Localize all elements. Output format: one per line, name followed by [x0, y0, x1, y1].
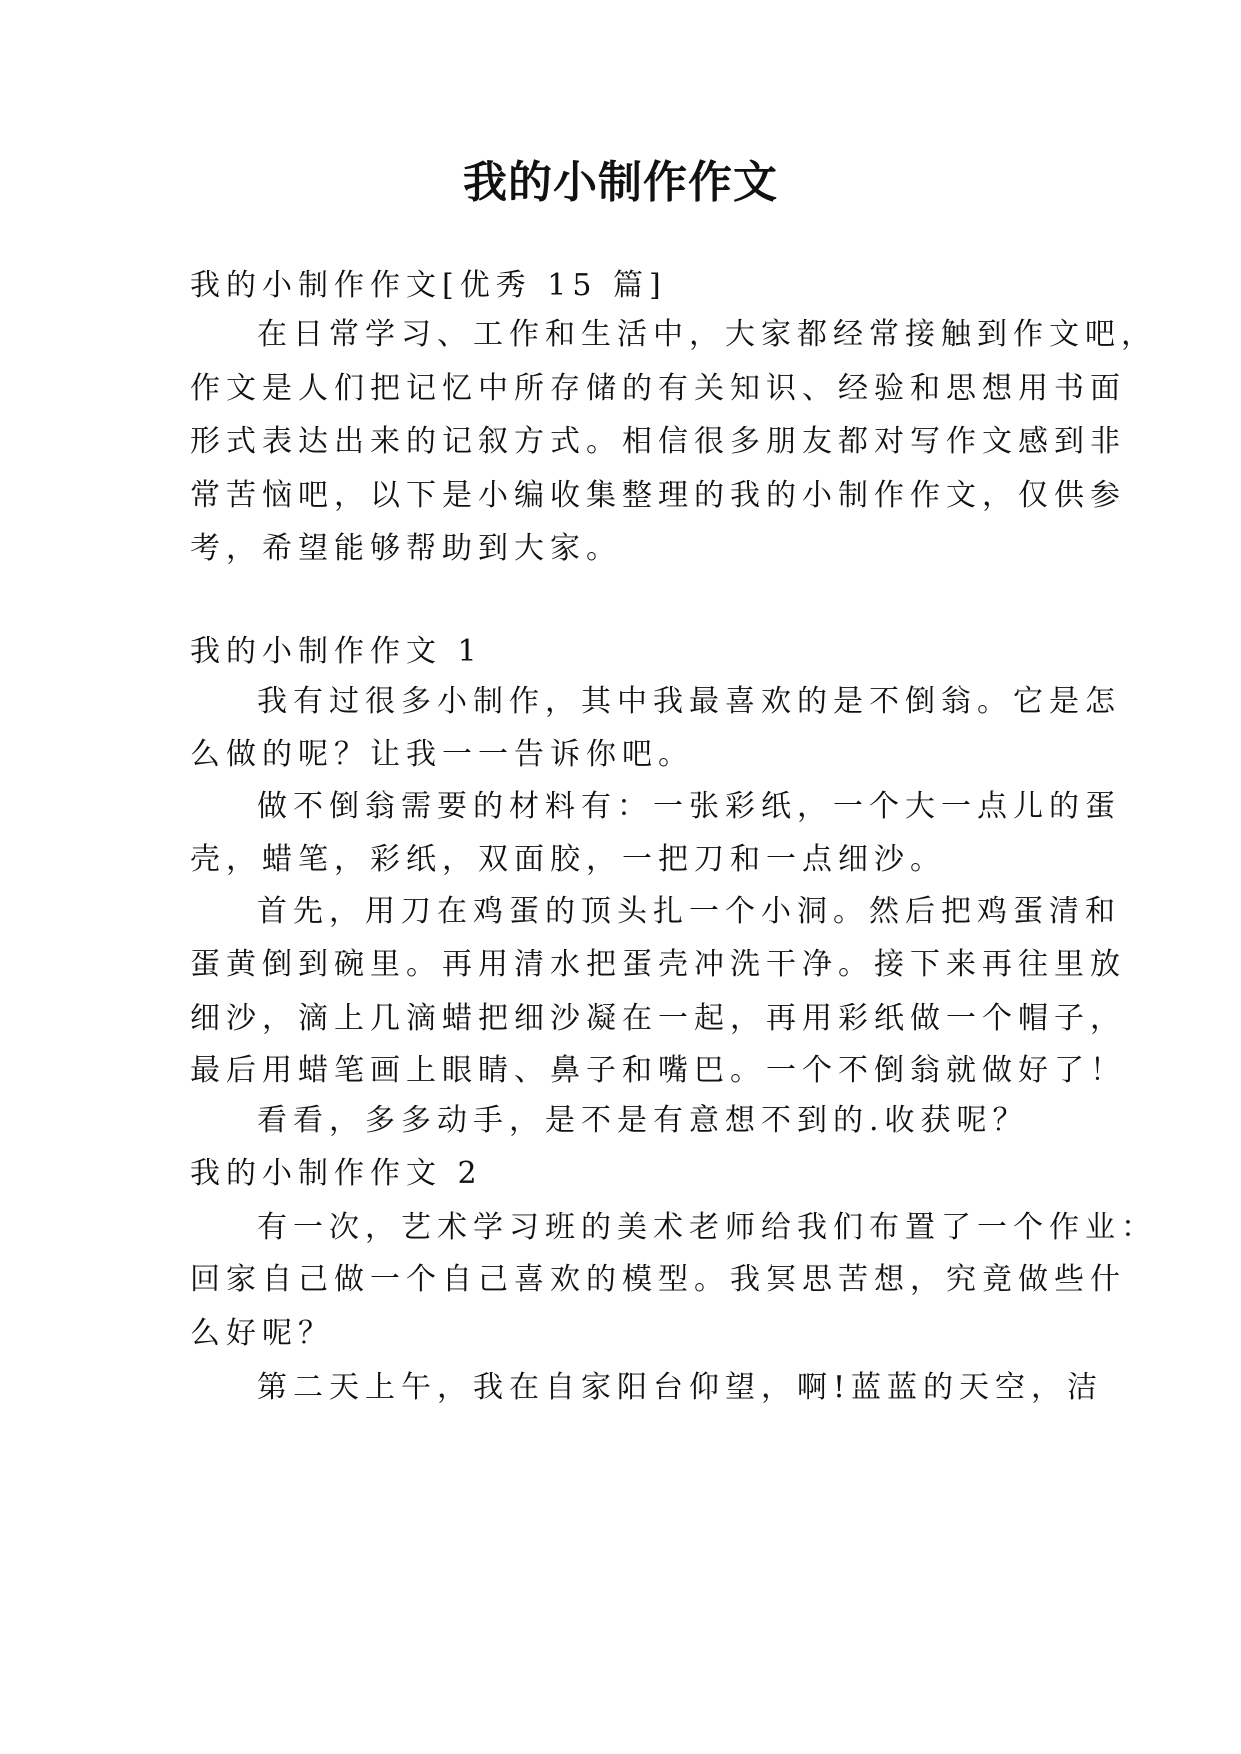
intro-line-4: 常苦恼吧，以下是小编收集整理的我的小制作作文，仅供参: [190, 478, 1126, 513]
intro-line-1: 在日常学习、工作和生活中，大家都经常接触到作文吧，: [257, 317, 1157, 352]
document-title: 我的小制作作文: [463, 157, 778, 208]
essay1-line-7: 细沙，滴上几滴蜡把细沙凝在一起，再用彩纸做一个帽子，: [190, 1001, 1126, 1036]
intro-line-5: 考，希望能够帮助到大家。: [190, 531, 622, 566]
essay1-line-2: 么做的呢？让我一一告诉你吧。: [190, 737, 694, 772]
essay2-line-4: 第二天上午，我在自家阳台仰望，啊!蓝蓝的天空，洁: [257, 1370, 1104, 1405]
intro-line-2: 作文是人们把记忆中所存储的有关知识、经验和思想用书面: [190, 371, 1126, 406]
essay1-line-8: 最后用蜡笔画上眼睛、鼻子和嘴巴。一个不倒翁就做好了！: [190, 1053, 1126, 1088]
section-heading-2: 我的小制作作文 2: [190, 1156, 483, 1191]
essay2-line-2: 回家自己做一个自己喜欢的模型。我冥思苦想，究竟做些什: [190, 1262, 1126, 1297]
essay1-line-4: 壳，蜡笔，彩纸，双面胶，一把刀和一点细沙。: [190, 842, 946, 877]
essay1-line-9: 看看，多多动手，是不是有意想不到的.收获呢？: [257, 1103, 1029, 1138]
section-heading-1: 我的小制作作文 1: [190, 634, 483, 669]
essay2-line-3: 么好呢？: [190, 1316, 334, 1351]
essay1-line-3: 做不倒翁需要的材料有：一张彩纸，一个大一点儿的蛋: [257, 789, 1121, 824]
essay1-line-6: 蛋黄倒到碗里。再用清水把蛋壳冲洗干净。接下来再往里放: [190, 947, 1126, 982]
essay1-line-1: 我有过很多小制作，其中我最喜欢的是不倒翁。它是怎: [257, 684, 1121, 719]
subtitle-line: 我的小制作作文[优秀 15 篇]: [190, 268, 667, 303]
intro-line-3: 形式表达出来的记叙方式。相信很多朋友都对写作文感到非: [190, 424, 1126, 459]
essay1-line-5: 首先，用刀在鸡蛋的顶头扎一个小洞。然后把鸡蛋清和: [257, 894, 1121, 929]
essay2-line-1: 有一次，艺术学习班的美术老师给我们布置了一个作业：: [257, 1210, 1157, 1245]
